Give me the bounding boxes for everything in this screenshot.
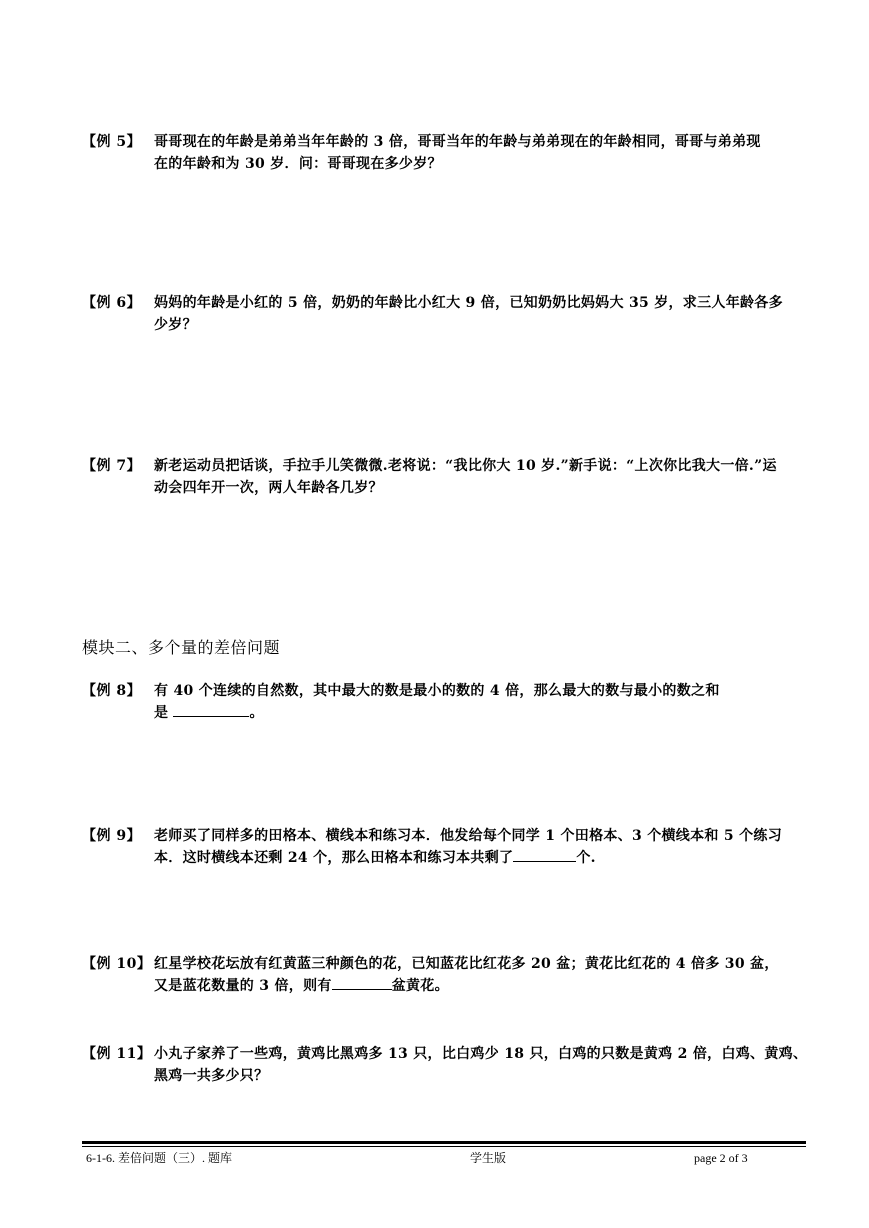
problem-text [154, 1043, 807, 1087]
problem-line: 红星学校花坛放有红黄蓝三种颜色的花，已知蓝花比红花多 20 盆；黄花比红花的 4 倍多 30 盆， [154, 956, 779, 972]
problem-label: 【例 9】 [82, 828, 142, 844]
problem-line: 小丸子家养了一些鸡，黄鸡比黑鸡多 13 只，比白鸡少 18 只，白鸡的只数是黄鸡 2 倍，白鸡、黄鸡、 [154, 1046, 808, 1062]
problem-text-segment: 盆黄花。 [391, 978, 449, 994]
problem-line: 哥哥现在的年龄是弟弟当年年龄的 3 倍，哥哥当年的年龄与弟弟现在的年龄相同，哥哥与弟弟现 [154, 134, 761, 150]
problem-line-with-blank [154, 847, 807, 869]
answer-blank[interactable] [513, 847, 576, 862]
problem-example-6 [82, 292, 807, 336]
problem-text [154, 455, 807, 499]
answer-blank[interactable] [173, 702, 249, 717]
problem-label: 【例 8】 [82, 683, 142, 699]
problem-example-9 [82, 825, 807, 869]
problem-line: 黑鸡一共多少只？ [154, 1068, 269, 1084]
problem-line: 妈妈的年龄是小红的 5 倍，奶奶的年龄比小红大 9 倍，已知奶奶比妈妈大 35 岁，求三人年龄各多 [154, 295, 783, 311]
problem-example-11 [82, 1043, 807, 1087]
problem-text-segment: 本．这时横线本还剩 24 个，那么田格本和练习本共剩了 [154, 850, 514, 866]
footer-divider-thin [82, 1146, 806, 1147]
footer-page-number: page 2 of 3 [694, 1151, 748, 1165]
problem-text [154, 825, 807, 869]
problem-line: 动会四年开一次，两人年龄各几岁？ [154, 480, 383, 496]
problem-example-10 [82, 953, 807, 997]
problem-text-segment: 个. [576, 850, 596, 866]
footer-document-title: 6-1-6. 差倍问题（三）. 题库 [86, 1151, 232, 1165]
problem-line: 新老运动员把话谈，手拉手儿笑微微.老将说：“我比你大 10 岁.”新手说：“上次你比我大一倍.”运 [154, 458, 777, 474]
problem-label: 【例 5】 [82, 134, 142, 150]
problem-label: 【例 11】 [82, 1046, 152, 1062]
footer-divider-thick [82, 1141, 806, 1144]
problem-label: 【例 6】 [82, 295, 142, 311]
problem-text-segment: 又是蓝花数量的 3 倍，则有 [154, 978, 332, 994]
problem-label: 【例 7】 [82, 458, 142, 474]
answer-blank[interactable] [332, 975, 392, 990]
problem-example-7 [82, 455, 807, 499]
problem-text [154, 953, 807, 997]
problem-line: 老师买了同样多的田格本、横线本和练习本．他发给每个同学 1 个田格本、3 个横线本和 5 个练习 [154, 828, 782, 844]
problem-line-with-blank [154, 975, 807, 997]
problem-text [154, 680, 807, 724]
problem-line: 少岁？ [154, 317, 197, 333]
problem-example-8 [82, 680, 807, 724]
problem-line-with-blank [154, 702, 807, 724]
problem-text [154, 292, 807, 336]
problem-line: 在的年龄和为 30 岁．问：哥哥现在多少岁？ [154, 156, 442, 172]
problem-text [154, 131, 807, 175]
problem-example-5 [82, 131, 807, 175]
footer-edition: 学生版 [470, 1151, 507, 1165]
problem-text-segment: 是 [154, 705, 174, 721]
problem-text-segment: 。 [249, 705, 264, 721]
problem-line: 有 40 个连续的自然数，其中最大的数是最小的数的 4 倍，那么最大的数与最小的数之和 [154, 683, 720, 699]
problem-label: 【例 10】 [82, 956, 152, 972]
section-title: 模块二、多个量的差倍问题 [82, 638, 281, 657]
